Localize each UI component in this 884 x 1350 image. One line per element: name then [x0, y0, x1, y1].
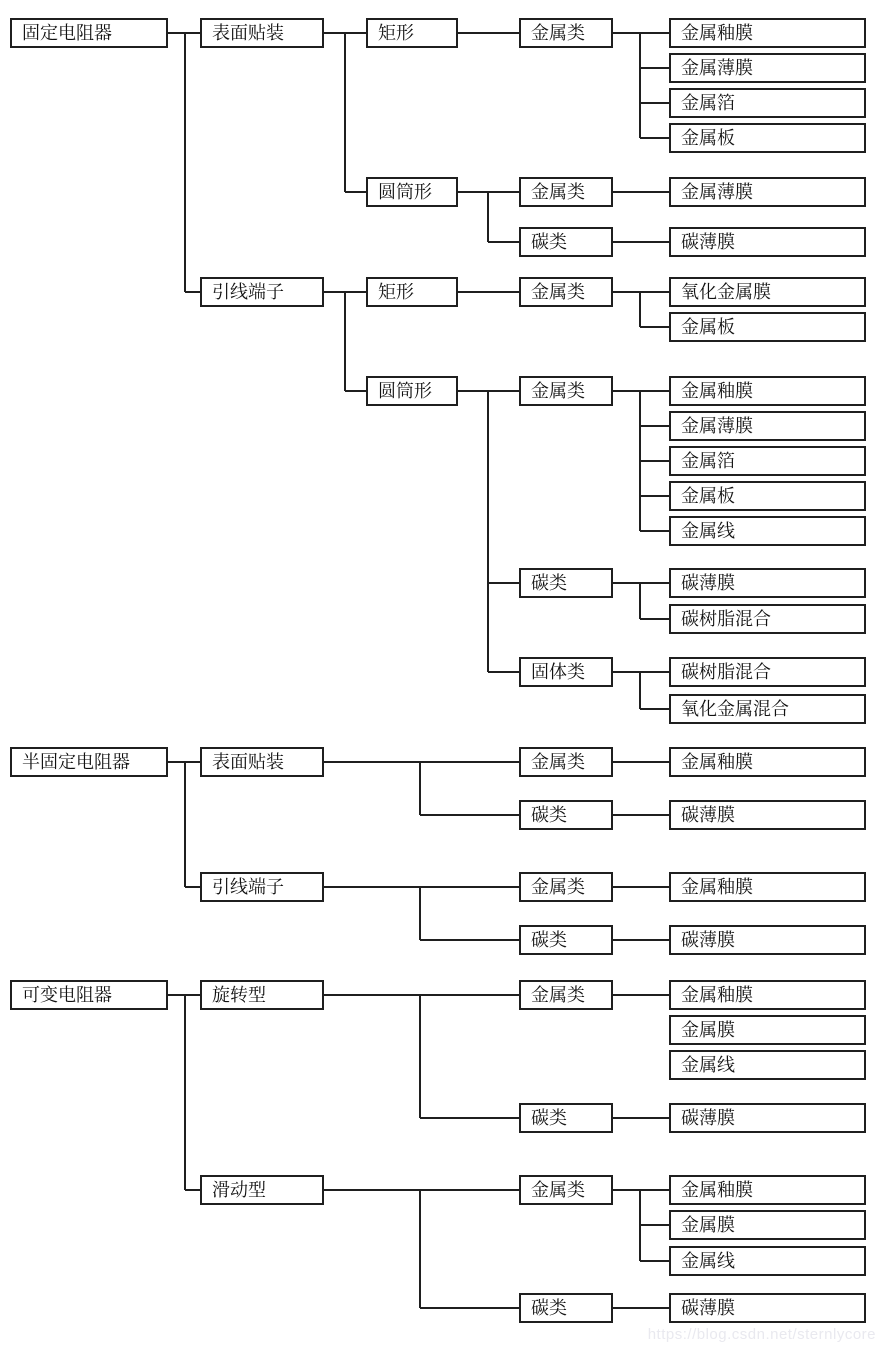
tree-node-level4: 碳类 — [519, 1293, 613, 1323]
tree-node-level5: 碳薄膜 — [669, 227, 866, 257]
tree-node-level4: 金属类 — [519, 980, 613, 1010]
tree-node-level2: 旋转型 — [200, 980, 324, 1010]
tree-node-level2: 表面贴装 — [200, 747, 324, 777]
tree-node-level4: 碳类 — [519, 227, 613, 257]
tree-node-level5: 金属板 — [669, 312, 866, 342]
tree-node-level1: 固定电阻器 — [10, 18, 168, 48]
tree-node-level4: 金属类 — [519, 277, 613, 307]
tree-node-level4: 金属类 — [519, 376, 613, 406]
tree-node-level3: 矩形 — [366, 277, 458, 307]
tree-node-level5: 金属釉膜 — [669, 1175, 866, 1205]
tree-node-level3: 圆筒形 — [366, 376, 458, 406]
tree-node-level5: 碳薄膜 — [669, 925, 866, 955]
tree-node-level5: 金属膜 — [669, 1015, 866, 1045]
tree-node-level5: 金属釉膜 — [669, 980, 866, 1010]
tree-node-level5: 金属薄膜 — [669, 53, 866, 83]
tree-node-level5: 氧化金属混合 — [669, 694, 866, 724]
tree-node-level1: 可变电阻器 — [10, 980, 168, 1010]
tree-node-level5: 金属线 — [669, 516, 866, 546]
tree-node-level5: 金属釉膜 — [669, 18, 866, 48]
tree-node-level5: 金属膜 — [669, 1210, 866, 1240]
tree-node-level4: 碳类 — [519, 568, 613, 598]
tree-node-level5: 金属板 — [669, 481, 866, 511]
tree-node-level5: 碳薄膜 — [669, 800, 866, 830]
tree-node-level4: 金属类 — [519, 1175, 613, 1205]
tree-node-level5: 金属线 — [669, 1246, 866, 1276]
tree-node-level3: 矩形 — [366, 18, 458, 48]
tree-node-level4: 金属类 — [519, 177, 613, 207]
tree-node-level5: 碳薄膜 — [669, 1293, 866, 1323]
tree-node-level2: 表面贴装 — [200, 18, 324, 48]
tree-node-level2: 引线端子 — [200, 277, 324, 307]
tree-node-level4: 碳类 — [519, 1103, 613, 1133]
tree-node-level5: 金属箔 — [669, 446, 866, 476]
tree-node-level4: 碳类 — [519, 800, 613, 830]
tree-node-level1: 半固定电阻器 — [10, 747, 168, 777]
tree-node-level5: 氧化金属膜 — [669, 277, 866, 307]
tree-node-level5: 金属釉膜 — [669, 872, 866, 902]
watermark-url: https://blog.csdn.net/sternlycore — [647, 1326, 876, 1343]
tree-node-level2: 滑动型 — [200, 1175, 324, 1205]
tree-node-level5: 碳薄膜 — [669, 1103, 866, 1133]
tree-node-level5: 碳薄膜 — [669, 568, 866, 598]
tree-node-level2: 引线端子 — [200, 872, 324, 902]
tree-node-level5: 金属薄膜 — [669, 177, 866, 207]
tree-node-level4: 碳类 — [519, 925, 613, 955]
tree-node-level5: 金属釉膜 — [669, 376, 866, 406]
tree-node-level5: 金属薄膜 — [669, 411, 866, 441]
tree-node-level5: 碳树脂混合 — [669, 657, 866, 687]
tree-node-level5: 金属箔 — [669, 88, 866, 118]
tree-node-level5: 金属线 — [669, 1050, 866, 1080]
tree-node-level4: 金属类 — [519, 747, 613, 777]
tree-node-level3: 圆筒形 — [366, 177, 458, 207]
tree-node-level4: 固体类 — [519, 657, 613, 687]
tree-node-level5: 碳树脂混合 — [669, 604, 866, 634]
tree-node-level4: 金属类 — [519, 18, 613, 48]
tree-node-level5: 金属釉膜 — [669, 747, 866, 777]
tree-node-level4: 金属类 — [519, 872, 613, 902]
tree-node-level5: 金属板 — [669, 123, 866, 153]
